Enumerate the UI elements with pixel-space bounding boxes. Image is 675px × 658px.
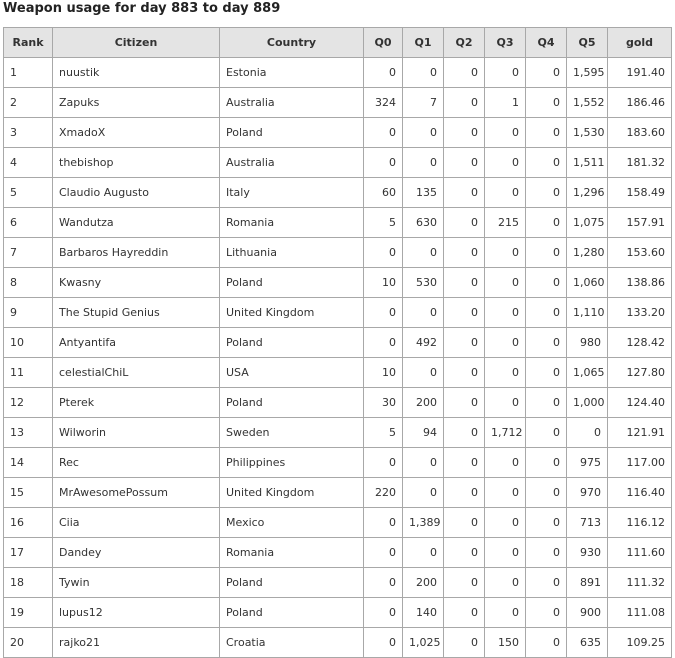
country-cell[interactable]: Australia (220, 148, 364, 178)
gold-cell: 181.32 (608, 148, 672, 178)
column-header-rank: Rank (4, 28, 53, 58)
gold-cell: 133.20 (608, 298, 672, 328)
q0-cell: 0 (364, 298, 403, 328)
table-row (4, 328, 672, 358)
gold-cell: 111.08 (608, 598, 672, 628)
q3-cell: 215 (485, 208, 526, 238)
rank-cell: 16 (4, 508, 53, 538)
q0-cell: 0 (364, 58, 403, 88)
country-cell[interactable]: Poland (220, 328, 364, 358)
gold-cell: 111.60 (608, 538, 672, 568)
column-header-q2: Q2 (444, 28, 485, 58)
country-cell[interactable]: Poland (220, 598, 364, 628)
q2-cell: 0 (444, 58, 485, 88)
q3-cell: 0 (485, 178, 526, 208)
country-cell[interactable]: Sweden (220, 418, 364, 448)
rank-cell: 17 (4, 538, 53, 568)
q2-cell: 0 (444, 118, 485, 148)
q2-cell: 0 (444, 178, 485, 208)
q4-cell: 0 (526, 598, 567, 628)
q1-cell: 200 (403, 388, 444, 418)
q2-cell: 0 (444, 598, 485, 628)
citizen-cell[interactable]: Zapuks (53, 88, 220, 118)
q5-cell: 975 (567, 448, 608, 478)
country-cell[interactable]: Poland (220, 568, 364, 598)
q1-cell: 0 (403, 118, 444, 148)
country-cell[interactable]: United Kingdom (220, 478, 364, 508)
q3-cell: 0 (485, 448, 526, 478)
q3-cell: 1,712 (485, 418, 526, 448)
column-header-country: Country (220, 28, 364, 58)
country-cell[interactable]: Australia (220, 88, 364, 118)
q0-cell: 0 (364, 118, 403, 148)
q1-cell: 0 (403, 238, 444, 268)
table-row (4, 148, 672, 178)
citizen-cell[interactable]: rajko21 (53, 628, 220, 658)
table-row (4, 418, 672, 448)
gold-cell: 186.46 (608, 88, 672, 118)
q2-cell: 0 (444, 358, 485, 388)
gold-cell: 158.49 (608, 178, 672, 208)
q2-cell: 0 (444, 238, 485, 268)
q4-cell: 0 (526, 508, 567, 538)
rank-cell: 3 (4, 118, 53, 148)
table-row (4, 628, 672, 658)
q5-cell: 900 (567, 598, 608, 628)
q3-cell: 0 (485, 148, 526, 178)
q5-cell: 891 (567, 568, 608, 598)
q4-cell: 0 (526, 628, 567, 658)
q4-cell: 0 (526, 88, 567, 118)
q5-cell: 970 (567, 478, 608, 508)
q0-cell: 30 (364, 388, 403, 418)
q4-cell: 0 (526, 238, 567, 268)
gold-cell: 109.25 (608, 628, 672, 658)
rank-cell: 15 (4, 478, 53, 508)
table-row (4, 388, 672, 418)
rank-cell: 6 (4, 208, 53, 238)
q3-cell: 0 (485, 298, 526, 328)
q1-cell: 135 (403, 178, 444, 208)
table-row (4, 538, 672, 568)
country-cell[interactable]: Romania (220, 208, 364, 238)
citizen-cell[interactable]: XmadoX (53, 118, 220, 148)
q0-cell: 10 (364, 268, 403, 298)
country-cell[interactable]: Croatia (220, 628, 364, 658)
rank-cell: 19 (4, 598, 53, 628)
rank-cell: 9 (4, 298, 53, 328)
q0-cell: 60 (364, 178, 403, 208)
country-cell[interactable]: Romania (220, 538, 364, 568)
q3-cell: 150 (485, 628, 526, 658)
page-title: Weapon usage for day 883 to day 889 (3, 1, 281, 16)
q0-cell: 5 (364, 208, 403, 238)
q4-cell: 0 (526, 328, 567, 358)
citizen-cell[interactable]: Kwasny (53, 268, 220, 298)
q4-cell: 0 (526, 268, 567, 298)
q3-cell: 0 (485, 118, 526, 148)
q2-cell: 0 (444, 208, 485, 238)
rank-cell: 18 (4, 568, 53, 598)
citizen-cell[interactable]: The Stupid Genius (53, 298, 220, 328)
rank-cell: 4 (4, 148, 53, 178)
table-header-row (4, 28, 672, 58)
citizen-cell[interactable]: thebishop (53, 148, 220, 178)
gold-cell: 153.60 (608, 238, 672, 268)
citizen-cell[interactable]: Wilworin (53, 418, 220, 448)
table-row (4, 478, 672, 508)
citizen-cell[interactable]: nuustik (53, 58, 220, 88)
rank-cell: 2 (4, 88, 53, 118)
q4-cell: 0 (526, 388, 567, 418)
table-row (4, 208, 672, 238)
q4-cell: 0 (526, 448, 567, 478)
q5-cell: 1,552 (567, 88, 608, 118)
gold-cell: 138.86 (608, 268, 672, 298)
rank-cell: 5 (4, 178, 53, 208)
column-header-q3: Q3 (485, 28, 526, 58)
gold-cell: 124.40 (608, 388, 672, 418)
q2-cell: 0 (444, 628, 485, 658)
table-row (4, 358, 672, 388)
q5-cell: 713 (567, 508, 608, 538)
q0-cell: 5 (364, 418, 403, 448)
q4-cell: 0 (526, 178, 567, 208)
column-header-q4: Q4 (526, 28, 567, 58)
q0-cell: 0 (364, 538, 403, 568)
q3-cell: 0 (485, 388, 526, 418)
q2-cell: 0 (444, 478, 485, 508)
column-header-q0: Q0 (364, 28, 403, 58)
q1-cell: 530 (403, 268, 444, 298)
q4-cell: 0 (526, 148, 567, 178)
q3-cell: 0 (485, 328, 526, 358)
citizen-cell[interactable]: Tywin (53, 568, 220, 598)
q5-cell: 1,280 (567, 238, 608, 268)
q2-cell: 0 (444, 328, 485, 358)
q5-cell: 1,065 (567, 358, 608, 388)
gold-cell: 127.80 (608, 358, 672, 388)
q1-cell: 0 (403, 448, 444, 478)
q4-cell: 0 (526, 118, 567, 148)
citizen-cell[interactable]: Ciia (53, 508, 220, 538)
q5-cell: 1,075 (567, 208, 608, 238)
q3-cell: 0 (485, 268, 526, 298)
q0-cell: 0 (364, 508, 403, 538)
q4-cell: 0 (526, 478, 567, 508)
gold-cell: 183.60 (608, 118, 672, 148)
rank-cell: 12 (4, 388, 53, 418)
q4-cell: 0 (526, 538, 567, 568)
q3-cell: 0 (485, 598, 526, 628)
q5-cell: 635 (567, 628, 608, 658)
country-cell[interactable]: Poland (220, 268, 364, 298)
column-header-citizen: Citizen (53, 28, 220, 58)
q0-cell: 220 (364, 478, 403, 508)
citizen-cell[interactable]: celestialChiL (53, 358, 220, 388)
country-cell[interactable]: USA (220, 358, 364, 388)
q1-cell: 140 (403, 598, 444, 628)
q0-cell: 0 (364, 448, 403, 478)
rank-cell: 14 (4, 448, 53, 478)
q1-cell: 200 (403, 568, 444, 598)
gold-cell: 111.32 (608, 568, 672, 598)
rank-cell: 7 (4, 238, 53, 268)
country-cell[interactable]: Italy (220, 178, 364, 208)
q2-cell: 0 (444, 268, 485, 298)
q5-cell: 1,530 (567, 118, 608, 148)
rank-cell: 20 (4, 628, 53, 658)
q5-cell: 980 (567, 328, 608, 358)
citizen-cell[interactable]: Claudio Augusto (53, 178, 220, 208)
q1-cell: 0 (403, 148, 444, 178)
table-row (4, 298, 672, 328)
country-cell[interactable]: Mexico (220, 508, 364, 538)
q2-cell: 0 (444, 508, 485, 538)
citizen-cell[interactable]: lupus12 (53, 598, 220, 628)
column-header-gold: gold (608, 28, 672, 58)
q5-cell: 1,595 (567, 58, 608, 88)
q2-cell: 0 (444, 298, 485, 328)
q0-cell: 10 (364, 358, 403, 388)
rank-cell: 1 (4, 58, 53, 88)
q0-cell: 0 (364, 628, 403, 658)
q4-cell: 0 (526, 58, 567, 88)
table-row (4, 268, 672, 298)
citizen-cell[interactable]: Rec (53, 448, 220, 478)
q5-cell: 1,511 (567, 148, 608, 178)
table-row (4, 88, 672, 118)
citizen-cell[interactable]: Pterek (53, 388, 220, 418)
q1-cell: 0 (403, 538, 444, 568)
rank-cell: 11 (4, 358, 53, 388)
citizen-cell[interactable]: Barbaros Hayreddin (53, 238, 220, 268)
q1-cell: 0 (403, 358, 444, 388)
q3-cell: 1 (485, 88, 526, 118)
q0-cell: 0 (364, 598, 403, 628)
citizen-cell[interactable]: Wandutza (53, 208, 220, 238)
q3-cell: 0 (485, 478, 526, 508)
q2-cell: 0 (444, 568, 485, 598)
table-row (4, 178, 672, 208)
q1-cell: 1,389 (403, 508, 444, 538)
weapon-usage-table (3, 27, 672, 658)
rank-cell: 10 (4, 328, 53, 358)
q2-cell: 0 (444, 148, 485, 178)
table-row (4, 118, 672, 148)
country-cell[interactable]: Lithuania (220, 238, 364, 268)
column-header-q5: Q5 (567, 28, 608, 58)
q0-cell: 324 (364, 88, 403, 118)
q0-cell: 0 (364, 328, 403, 358)
table-row (4, 508, 672, 538)
q3-cell: 0 (485, 238, 526, 268)
q2-cell: 0 (444, 388, 485, 418)
gold-cell: 116.40 (608, 478, 672, 508)
q4-cell: 0 (526, 358, 567, 388)
q4-cell: 0 (526, 298, 567, 328)
q3-cell: 0 (485, 358, 526, 388)
q1-cell: 630 (403, 208, 444, 238)
q5-cell: 1,110 (567, 298, 608, 328)
q4-cell: 0 (526, 568, 567, 598)
q0-cell: 0 (364, 568, 403, 598)
q2-cell: 0 (444, 448, 485, 478)
q1-cell: 0 (403, 298, 444, 328)
gold-cell: 191.40 (608, 58, 672, 88)
citizen-cell[interactable]: Antyantifa (53, 328, 220, 358)
column-header-q1: Q1 (403, 28, 444, 58)
gold-cell: 157.91 (608, 208, 672, 238)
q5-cell: 1,000 (567, 388, 608, 418)
q5-cell: 0 (567, 418, 608, 448)
q3-cell: 0 (485, 508, 526, 538)
q5-cell: 930 (567, 538, 608, 568)
q5-cell: 1,060 (567, 268, 608, 298)
q0-cell: 0 (364, 148, 403, 178)
q0-cell: 0 (364, 238, 403, 268)
country-cell[interactable]: Estonia (220, 58, 364, 88)
country-cell[interactable]: Philippines (220, 448, 364, 478)
q4-cell: 0 (526, 208, 567, 238)
rank-cell: 13 (4, 418, 53, 448)
rank-cell: 8 (4, 268, 53, 298)
gold-cell: 121.91 (608, 418, 672, 448)
q1-cell: 0 (403, 58, 444, 88)
q4-cell: 0 (526, 418, 567, 448)
q3-cell: 0 (485, 58, 526, 88)
table-row (4, 568, 672, 598)
citizen-cell[interactable]: Dandey (53, 538, 220, 568)
gold-cell: 116.12 (608, 508, 672, 538)
gold-cell: 117.00 (608, 448, 672, 478)
q2-cell: 0 (444, 88, 485, 118)
q3-cell: 0 (485, 568, 526, 598)
q5-cell: 1,296 (567, 178, 608, 208)
table-row (4, 238, 672, 268)
gold-cell: 128.42 (608, 328, 672, 358)
q1-cell: 94 (403, 418, 444, 448)
q1-cell: 1,025 (403, 628, 444, 658)
q2-cell: 0 (444, 538, 485, 568)
country-cell[interactable]: United Kingdom (220, 298, 364, 328)
q1-cell: 7 (403, 88, 444, 118)
q1-cell: 0 (403, 478, 444, 508)
country-cell[interactable]: Poland (220, 388, 364, 418)
table-row (4, 58, 672, 88)
q1-cell: 492 (403, 328, 444, 358)
country-cell[interactable]: Poland (220, 118, 364, 148)
q2-cell: 0 (444, 418, 485, 448)
table-row (4, 598, 672, 628)
table-row (4, 448, 672, 478)
citizen-cell[interactable]: MrAwesomePossum (53, 478, 220, 508)
q3-cell: 0 (485, 538, 526, 568)
